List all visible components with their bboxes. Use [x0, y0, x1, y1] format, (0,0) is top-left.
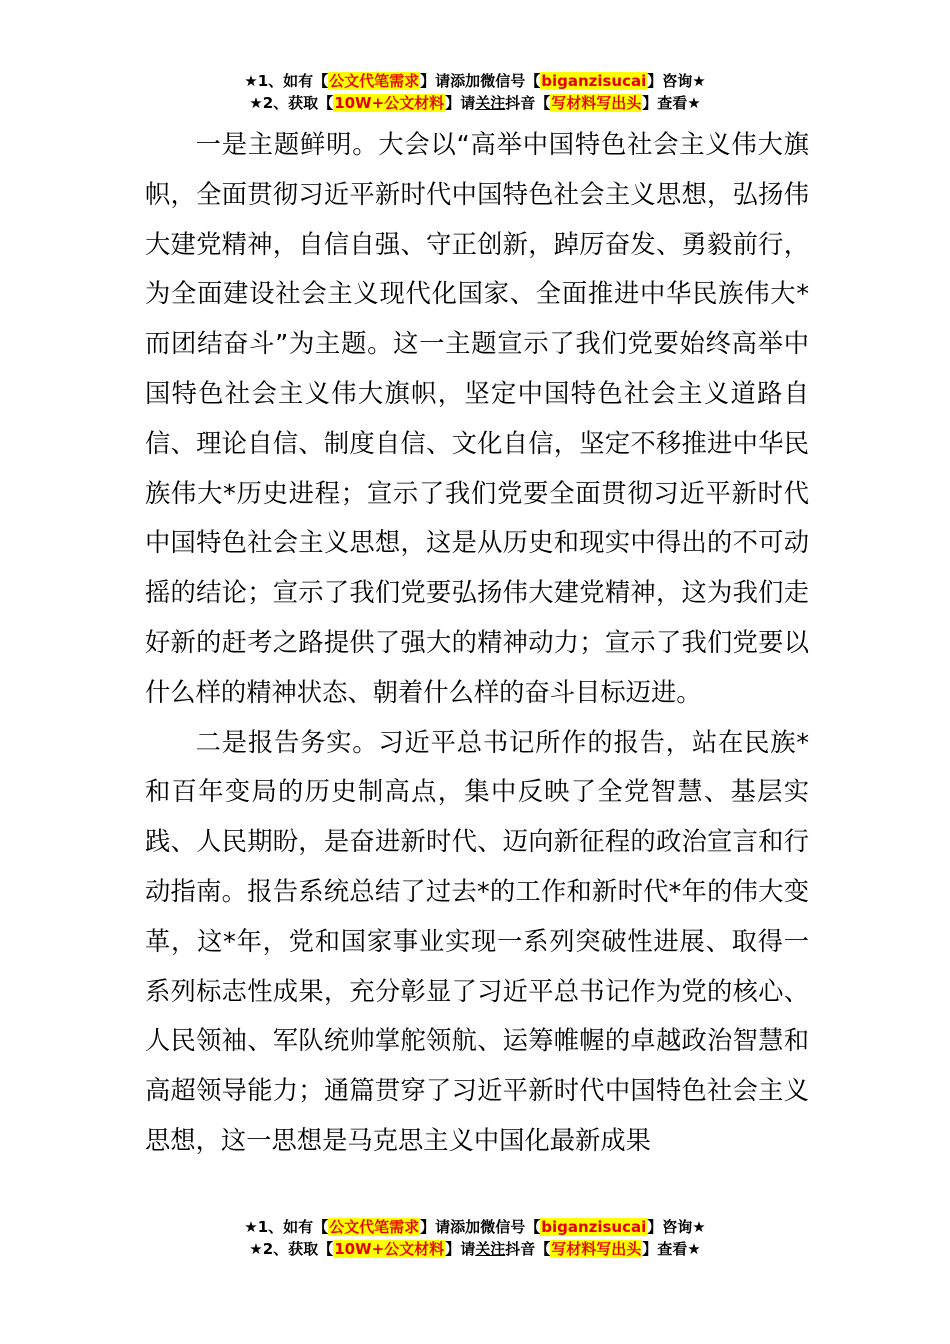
promo-text: 抖音【 — [505, 94, 551, 112]
wechat-id-highlight: biganzisucai — [541, 72, 647, 90]
promo-line-1 — [0, 1216, 950, 1238]
promo-text: 】咨询★ — [647, 1218, 706, 1236]
promo-text: 】请 — [445, 94, 476, 112]
paragraph-1: 一是主题鲜明。大会以“高举中国特色社会主义伟大旗帜，全面贯彻习近平新时代中国特色社会主义思想，弘扬伟大建党精神，自信自强、守正创新，踔厉奋发、勇毅前行，为全面建设社会主义现代化国家、全面推进中华民族伟大*而团结奋斗”为主题。这一主题宣示了我们党要始终高举中国特色社会主义伟大旗帜，坚定中国特色社会主义道路自信、理论自信、制度自信、文化自信，坚定不移推进中华民族伟大*历史进程；宣示了我们党要全面贯彻习近平新时代中国特色社会主义思想，这是从历史和现实中得出的不可动摇的结论；宣示了我们党要弘扬伟大建党精神，这为我们走好新的赶考之路提供了强大的精神动力；宣示了我们党要以什么样的精神状态、朝着什么样的奋斗目标迈进。 — [145, 130, 809, 707]
promo-text: 抖音【 — [505, 1240, 551, 1258]
paragraph-2: 二是报告务实。习近平总书记所作的报告，站在民族*和百年变局的历史制高点，集中反映了全党智慧、基层实践、人民期盼，是奋进新时代、迈向新征程的政治宣言和行动指南。报告系统总结了过去*的工作和新时代*年的伟大变革，这*年，党和国家事业实现一系列突破性进展、取得一系列标志性成果，充分彰显了习近平总书记作为党的核心、人民领袖、军队统帅掌舵领航、运筹帷幄的卓越政治智慧和高超领导能力；通篇贯穿了习近平新时代中国特色社会主义思想，这一思想是马克思主义中国化最新成果 — [145, 727, 809, 1155]
promo-text: 微信号【 — [480, 72, 541, 90]
promo-text: 】咨询★ — [647, 72, 706, 90]
promo-text: 】查看★ — [642, 1240, 701, 1258]
promo-underlined: 关注 — [475, 1240, 506, 1258]
promo-text: 】请 — [445, 1240, 476, 1258]
promo-text: ★2、获取【 — [249, 1240, 334, 1258]
document-body — [145, 120, 809, 1166]
promo-highlight: 公文代笔需求 — [329, 72, 420, 90]
promo-highlight: 10W+公文材料 — [334, 1240, 445, 1258]
promo-text: ★1、如有【 — [244, 72, 329, 90]
promo-line-2 — [0, 1238, 950, 1260]
promo-line-1 — [0, 70, 950, 92]
promo-text: 】查看★ — [642, 94, 701, 112]
promo-text: 微信号【 — [480, 1218, 541, 1236]
promo-line-2 — [0, 92, 950, 114]
footer-promo-banner — [0, 1216, 950, 1260]
douyin-id-highlight: 写材料写出头 — [551, 94, 642, 112]
promo-text: 】请添加 — [420, 72, 481, 90]
header-promo-banner — [0, 70, 950, 114]
promo-highlight: 公文代笔需求 — [329, 1218, 420, 1236]
wechat-id-highlight: biganzisucai — [541, 1218, 647, 1236]
promo-underlined: 关注 — [475, 94, 506, 112]
douyin-id-highlight: 写材料写出头 — [551, 1240, 642, 1258]
promo-text: 】请添加 — [420, 1218, 481, 1236]
promo-text: ★1、如有【 — [244, 1218, 329, 1236]
promo-highlight: 10W+公文材料 — [334, 94, 445, 112]
promo-text: ★2、获取【 — [249, 94, 334, 112]
